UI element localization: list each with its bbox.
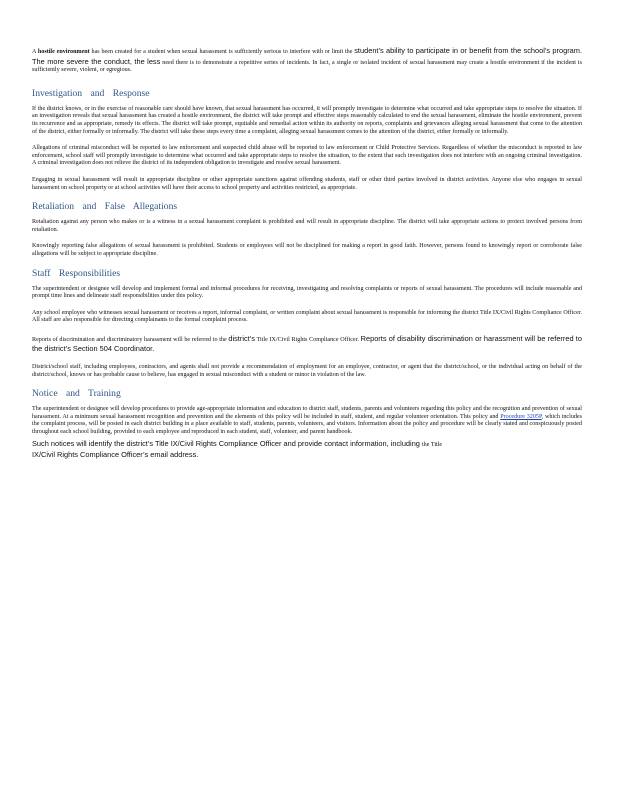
staff-p3-text-2: Title IX/Civil Rights Compliance Officer. — [254, 336, 359, 343]
notice-paragraph-1 — [32, 406, 582, 436]
notice-text-2: , which includes the complaint process, will be posted in each district building in a place available to staff, students, parents, volunteers, and visitors. Information about the policy and procedure will be clearly stated and conspicuously posted throughout each school building, provided to each employee and reproduced in each student, staff, volunteer, and parent handbook. — [32, 413, 582, 436]
final-text: Such notices will identify the district’s Title IX/Civil Rights Compliance Officer and provide contact information, including — [32, 438, 422, 448]
intro-article: A — [32, 49, 38, 55]
final-text-2: IX/Civil Rights Compliance Officer’s email address. — [32, 449, 199, 459]
staff-p3-text: Reports of discrimination and discriminatory harassment will be referred to the — [32, 336, 229, 343]
staff-paragraph-1: The superintendent or designee will develop and implement formal and informal procedures for receiving, investigating and resolving complaints or reports of sexual harassment. The procedures will include reasonable and prompt time lines and delineate staff responsibilities under this policy. — [32, 285, 582, 300]
intro-emphasis-text: student’s ability to participate in or benefit from the school’s program. The more severe the conduct, the less — [32, 46, 583, 66]
notice-final-paragraph — [32, 439, 582, 459]
investigation-paragraph-1: If the district knows, or in the exercise of reasonable care should have known, that sexual harassment has occurred, it will promptly investigate to determine what occurred and take appropriate steps to resolve the situation. If an investigation reveals that sexual harassment has created a hostile environment, the district will take prompt and effective steps reasonably calculated to end the sexual harassment, eliminate the hostile environment, prevent its recurrence and as appropriate, remedy its effects. The district will take prompt, equitable and remedial action within its authority on reports, complaints and grievances alleging sexual harassment that come to the attention of the district, either formally or informally. The district will take these steps every time a complaint, alleging sexual harassment comes to the attention of the district, either formally or informally. — [32, 105, 582, 135]
staff-paragraph-3 — [32, 334, 582, 355]
staff-paragraph-4: District/school staff, including employees, contractors, and agents shall not provide a recommendation of employment for an employee, contractor, or agent that the district/school, or the individual acting on behalf of the district/school, knows or has probable cause to believe, has engaged in sexual misconduct with a student or minor in violation of the law. — [32, 364, 582, 378]
notice-heading: Notice and Training — [32, 388, 121, 400]
retaliation-paragraph-2: Knowingly reporting false allegations of sexual harassment is prohibited. Students or employees will not be disciplined for making a report in good faith. However, persons found to knowingly report or corroborate false allegations will be subject to appropriate discipline. — [32, 243, 582, 257]
staff-paragraph-2: Any school employee who witnesses sexual harassment or receives a report, informal complaint, or written complaint about sexual harassment is responsible for informing the district Title IX/Civil Rights Compliance Officer. All staff are also responsible for directing complainants to the formal complaint process. — [32, 309, 582, 324]
investigation-paragraph-2: Allegations of criminal misconduct will be reported to law enforcement and suspected child abuse will be reported to law enforcement or Child Protective Services. Regardless of whether the misconduct is reported to law enforcement, school staff will promptly investigate to determine what occurred and take appropriate steps to resolve the situation, to the extent that such investigation does not interfere with an ongoing criminal investigation. A criminal investigation does not relieve the district of its independent obligation to investigate and resolve sexual harassment. — [32, 145, 582, 167]
intro-paragraph — [32, 46, 582, 75]
hostile-environment-term: hostile environment — [37, 49, 90, 55]
staff-p3-emphasis: district’s — [228, 333, 255, 343]
notice-text: The superintendent or designee will develop procedures to provide age-appropriate information and education to district staff, students, parents and volunteers regarding this policy and the recognition and prevention of sexual harassment. At a minimum sexual harassment recognition and prevention and the elements of this policy will be included in staff, student, and regular volunteer orientation. This policy and — [32, 406, 582, 420]
section-504-sentence: Reports of disability discrimination or harassment will be referred to the district’s Section 504 Coordinator. — [32, 333, 582, 354]
investigation-paragraph-3: Engaging in sexual harassment will result in appropriate discipline or other appropriate sanctions against offending students, staff or other third parties involved in district activities. Anyone else who engages in sexual harassment on school property or at school activities will have their access to school property and activities restricted, as appropriate. — [32, 176, 582, 191]
retaliation-paragraph-1: Retaliation against any person who makes or is a witness in a sexual harassment complaint is prohibited and will result in appropriate discipline. The district will take appropriate actions to protect involved persons from retaliation. — [32, 219, 582, 233]
final-small-text: the Title — [421, 441, 443, 448]
staff-heading: Staff Responsibilities — [32, 267, 121, 279]
intro-text: has been created for a student when sexual harassment is sufficiently serious to interfere with or limit the — [89, 49, 355, 55]
retaliation-heading: Retaliation and False Allegations — [32, 201, 178, 213]
investigation-heading: Investigation and Response — [32, 87, 150, 99]
procedure-3205p-link[interactable]: Procedure 3205P — [500, 413, 542, 420]
intro-tail-text: need there is to demonstrate a repetitive series of incidents. In fact, a single or isolated incident of sexual harassment may create a hostile environment if the incident is sufficiently severe, violent, or egregious. — [32, 59, 582, 74]
